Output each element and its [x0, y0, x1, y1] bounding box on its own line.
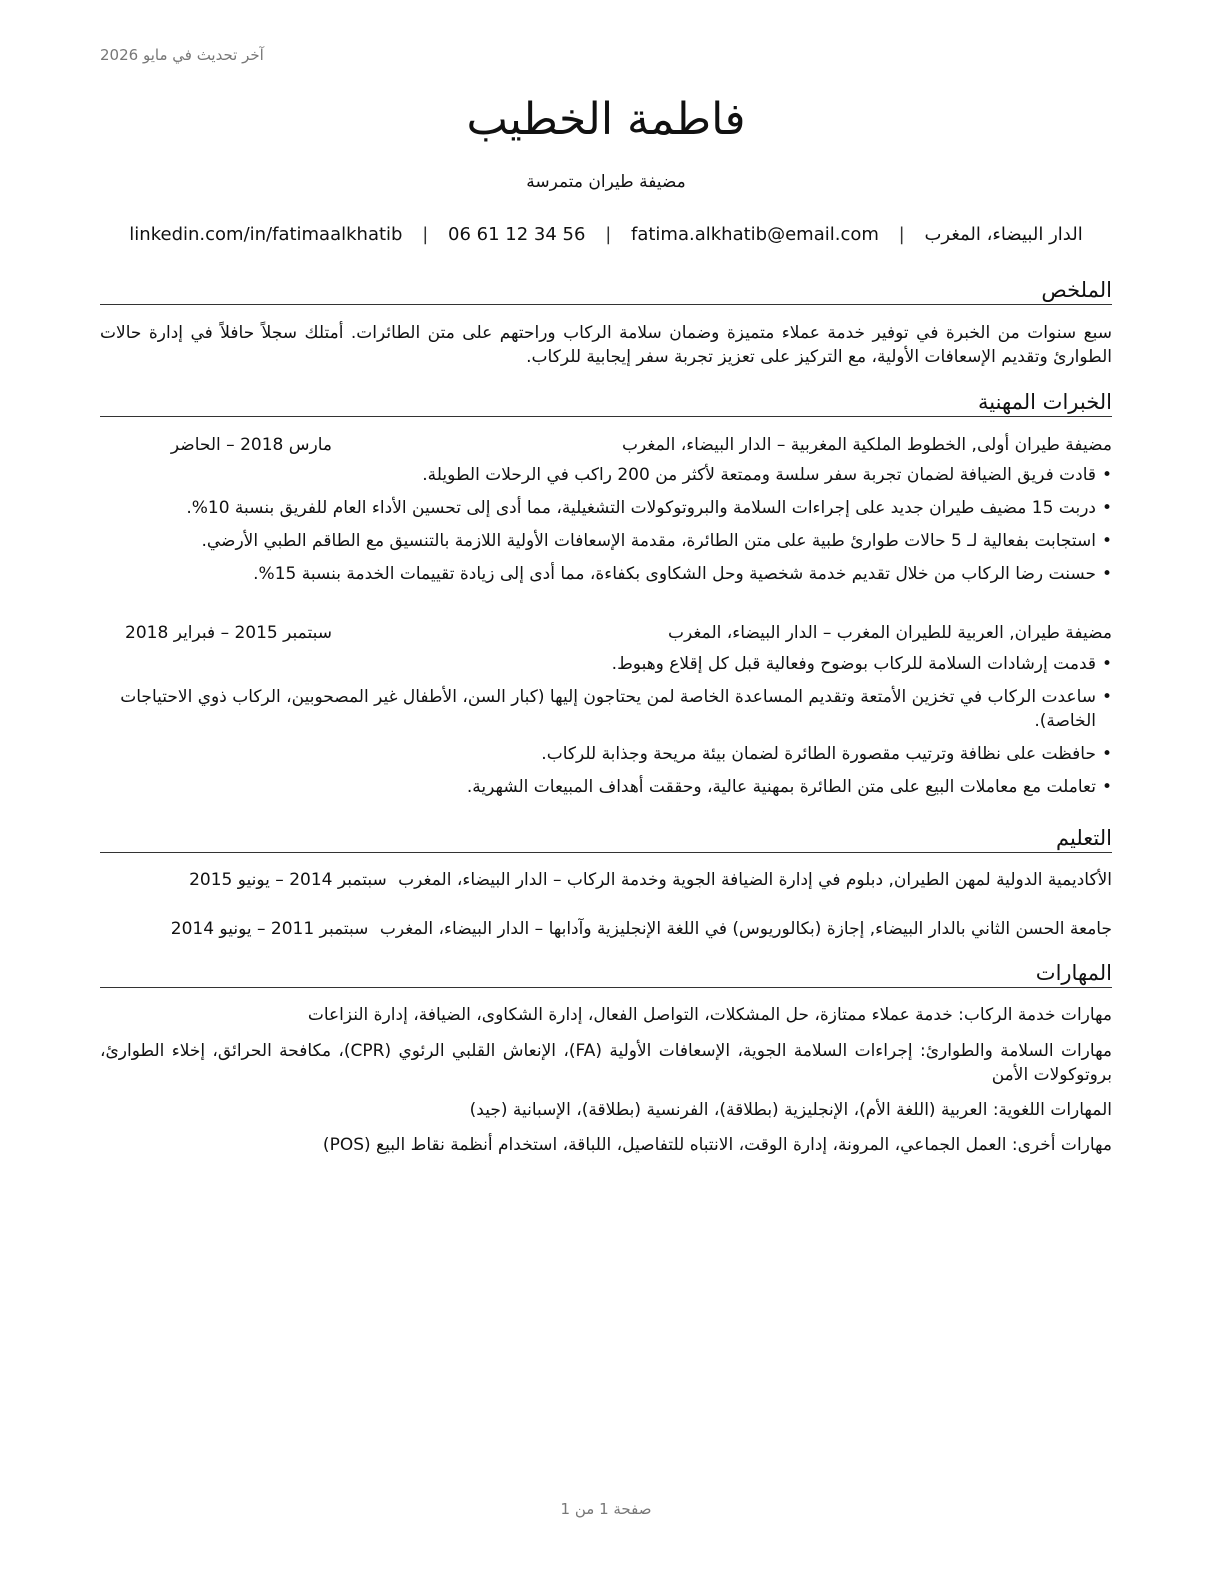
- contact-phone[interactable]: 06 61 12 34 56: [448, 224, 586, 245]
- resume-page: [100, 0, 1112, 1584]
- education-entry: [100, 868, 1112, 892]
- job-dates: سبتمبر 2015 – فبراير 2018: [125, 623, 332, 643]
- contact-location: الدار البيضاء، المغرب: [924, 224, 1083, 245]
- skill-row: مهارات خدمة الركاب: خدمة عملاء ممتازة، حل المشكلات، التواصل الفعال، إدارة الشكاوى، الضيافة، إدارة النزاعات: [307, 1005, 1112, 1025]
- education-text: الأكاديمية الدولية لمهن الطيران, دبلوم في إدارة الضيافة الجوية وخدمة الركاب – الدار البيضاء، المغرب: [398, 870, 1112, 890]
- section-heading-education: التعليم: [100, 824, 1112, 853]
- last-updated-note: آخر تحديث في مايو 2026: [100, 46, 264, 64]
- contact-linkedin[interactable]: linkedin.com/in/fatimaalkhatib: [129, 224, 403, 245]
- summary-text: سبع سنوات من الخبرة في توفير خدمة عملاء متميزة وضمان سلامة الركاب وراحتهم على متن الطائرات. أمتلك سجلاً حافلاً في إدارة حالات الطوارئ وتقديم الإسعافات الأولية، مع التركيز على تعزيز تجربة سفر إيجابية للركاب.: [100, 323, 1112, 367]
- candidate-name: فاطمة الخطيب: [466, 94, 746, 145]
- contact-separator: |: [605, 224, 612, 245]
- list-item: • دربت 15 مضيف طيران جديد على إجراءات السلامة والبروتوكولات التشغيلية، مما أدى إلى تحسين الأداء العام للفريق بنسبة 10%.: [100, 496, 1112, 520]
- section-heading-summary: الملخص: [100, 276, 1112, 305]
- contact-separator: |: [422, 224, 429, 245]
- job-title: مضيفة طيران, العربية للطيران المغرب – الدار البيضاء، المغرب: [668, 623, 1112, 643]
- education-dates: سبتمبر 2014 – يونيو 2015: [189, 870, 387, 890]
- job-bullets: [100, 463, 1112, 595]
- section-heading-skills: المهارات: [100, 959, 1112, 988]
- education-dates: سبتمبر 2011 – يونيو 2014: [170, 919, 369, 939]
- candidate-title: مضيفة طيران متمرسة: [526, 172, 686, 192]
- skill-row: مهارات أخرى: العمل الجماعي، المرونة، إدارة الوقت، الانتباه للتفاصيل، اللباقة، استخدام أنظمة نقاط البيع (POS): [322, 1135, 1112, 1155]
- skill-row: مهارات السلامة والطوارئ: إجراءات السلامة الجوية، الإسعافات الأولية (FA)، الإنعاش القلبي الرئوي (CPR)، مكافحة الحرائق، إخلاء الطوارئ، بروتوكولات الأمن: [100, 1041, 1113, 1085]
- page-number: صفحة 1 من 1: [560, 1500, 652, 1518]
- job-bullets: [100, 652, 1112, 808]
- list-item: • حافظت على نظافة وترتيب مقصورة الطائرة لضمان بيئة مريحة وجذابة للركاب.: [100, 742, 1112, 766]
- list-item: • تعاملت مع معاملات البيع على متن الطائرة بمهنية عالية، وحققت أهداف المبيعات الشهرية.: [100, 775, 1112, 799]
- section-heading-experience: الخبرات المهنية: [100, 388, 1112, 417]
- contact-email[interactable]: fatima.alkhatib@email.com: [631, 224, 879, 245]
- list-item: • ساعدت الركاب في تخزين الأمتعة وتقديم المساعدة الخاصة لمن يحتاجون إليها (كبار السن، الأطفال غير المصحوبين، الركاب ذوي الاحتياجات الخاصة).: [100, 685, 1112, 733]
- list-item: • قدمت إرشادات السلامة للركاب بوضوح وفعالية قبل كل إقلاع وهبوط.: [100, 652, 1112, 676]
- job-title: مضيفة طيران أولى, الخطوط الملكية المغربية – الدار البيضاء، المغرب: [621, 435, 1112, 455]
- contact-line: [100, 222, 1112, 248]
- list-item: • حسنت رضا الركاب من خلال تقديم خدمة شخصية وحل الشكاوى بكفاءة، مما أدى إلى زيادة تقييمات الخدمة بنسبة 15%.: [100, 562, 1112, 586]
- education-text: جامعة الحسن الثاني بالدار البيضاء, إجازة (بكالوريوس) في اللغة الإنجليزية وآدابها – الدار البيضاء، المغرب: [379, 919, 1112, 939]
- list-item: • استجابت بفعالية لـ 5 حالات طوارئ طبية على متن الطائرة، مقدمة الإسعافات الأولية اللازمة بالتنسيق مع الطاقم الطبي الأرضي.: [100, 529, 1112, 553]
- list-item: • قادت فريق الضيافة لضمان تجربة سفر سلسة وممتعة لأكثر من 200 راكب في الرحلات الطويلة.: [100, 463, 1112, 487]
- education-entry: [100, 917, 1112, 941]
- contact-separator: |: [898, 224, 905, 245]
- skill-row: المهارات اللغوية: العربية (اللغة الأم)، الإنجليزية (بطلاقة)، الفرنسية (بطلاقة)، الإسبانية (جيد): [469, 1100, 1112, 1120]
- job-dates: مارس 2018 – الحاضر: [170, 435, 332, 455]
